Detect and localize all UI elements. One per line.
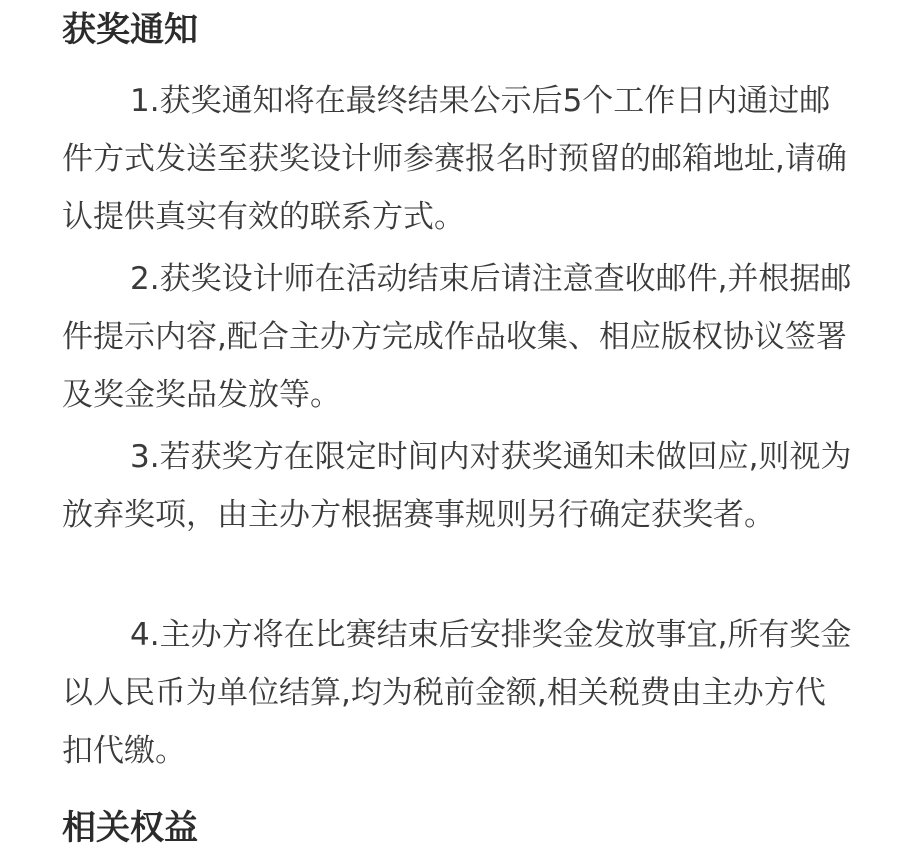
paragraph-3: 3.若获奖方在限定时间内对获奖通知未做回应,则视为放弃奖项，由主办方根据赛事规则另行确定获奖者。: [62, 439, 852, 533]
section-title-award-notice: 获奖通知: [62, 10, 198, 50]
paragraph-4: 4.主办方将在比赛结束后安排奖金发放事宜,所有奖金以人民币为单位结算,均为税前金额,相关税费由主办方代扣代缴。: [62, 617, 852, 769]
paragraph-1: 1.获奖通知将在最终结果公示后5个工作日内通过邮件方式发送至获奖设计师参赛报名时预留的邮箱地址,请确认提供真实有效的联系方式。: [62, 83, 847, 235]
section-title-related-rights: 相关权益: [62, 808, 198, 848]
paragraph-2: 2.获奖设计师在活动结束后请注意查收邮件,并根据邮件提示内容,配合主办方完成作品收集、相应版权协议签署及奖金奖品发放等。: [62, 261, 852, 413]
